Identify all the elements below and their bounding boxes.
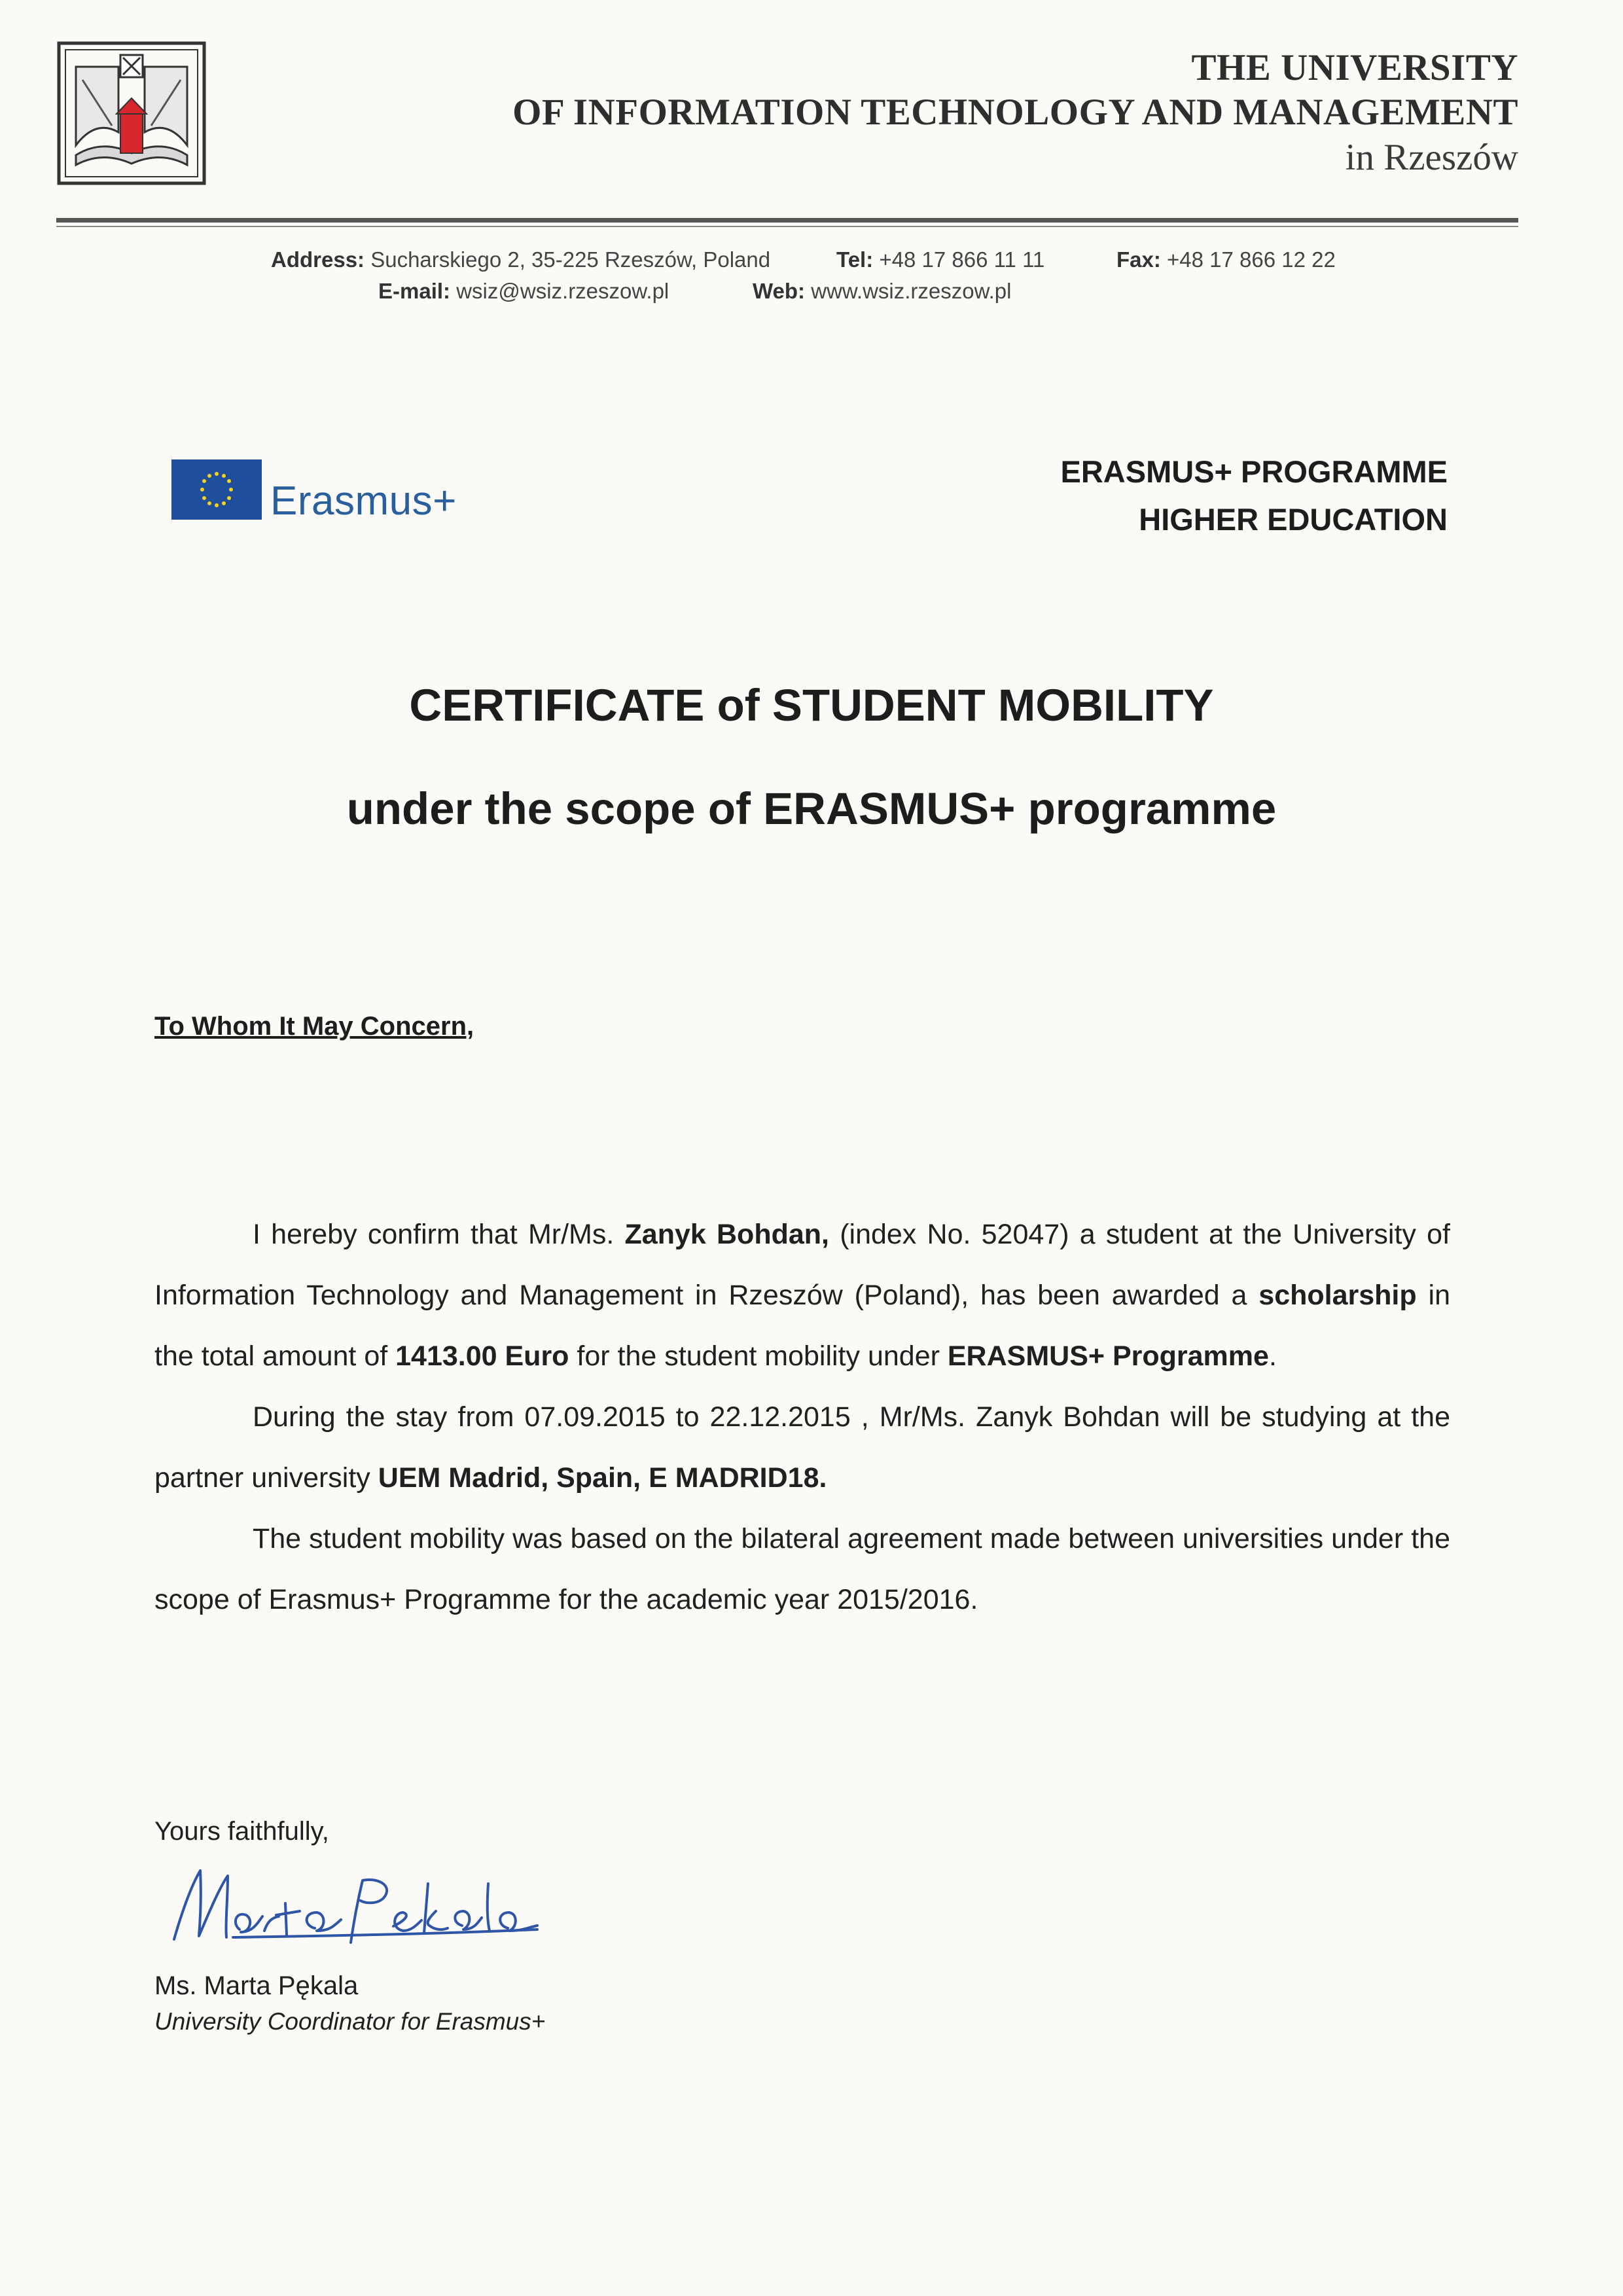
p1-text-e: .	[1268, 1340, 1277, 1372]
university-name	[512, 46, 1518, 181]
programme-line2: HIGHER EDUCATION	[1139, 502, 1448, 537]
body-paragraph-1	[154, 1204, 1450, 1387]
header-divider	[56, 218, 1518, 223]
fax-value: +48 17 866 12 22	[1167, 247, 1336, 272]
body-paragraph-3: The student mobility was based on the bilateral agreement made between universities under the scope of Erasmus+ Programme for the academic year 2015/2016.	[154, 1523, 1450, 1615]
tel-value: +48 17 866 11 11	[879, 247, 1045, 272]
p1-text-b: (index No. 52047) a student at the University of Information Technology and Management in Rzeszów (Poland), has been awarded a	[154, 1219, 1451, 1311]
certificate-subtitle: under the scope of ERASMUS+ programme	[346, 783, 1277, 834]
web-value: www.wsiz.rzeszow.pl	[811, 279, 1012, 303]
address-line	[271, 247, 770, 272]
salutation: To Whom It May Concern,	[154, 1012, 474, 1041]
email-label: E-mail:	[378, 279, 451, 303]
body-paragraph-2	[154, 1387, 1450, 1509]
certificate-body	[154, 1204, 1450, 1630]
address-label: Address:	[271, 247, 365, 272]
scholarship-amount: 1413.00 Euro	[395, 1340, 569, 1372]
p1-text-a: I hereby confirm that Mr/Ms.	[253, 1219, 625, 1250]
university-city: in Rzeszów	[1345, 137, 1518, 178]
university-name-line2: OF INFORMATION TECHNOLOGY AND MANAGEMENT	[512, 92, 1518, 133]
eu-flag-icon	[171, 459, 262, 520]
signer-role: University Coordinator for Erasmus+	[154, 2008, 546, 2035]
header-divider-thin	[56, 226, 1518, 227]
programme-line1: ERASMUS+ PROGRAMME	[1060, 454, 1448, 489]
programme-name: ERASMUS+ Programme	[947, 1340, 1269, 1372]
fax-label: Fax:	[1116, 247, 1161, 272]
p1-text-d: for the student mobility under	[569, 1340, 948, 1372]
fax-line	[1116, 247, 1336, 272]
email-line	[378, 279, 669, 304]
certificate-title: CERTIFICATE of STUDENT MOBILITY	[409, 680, 1214, 730]
p2-text-a: During the stay from 07.09.2015 to 22.12.2015 , Mr/Ms. Zanyk Bohdan will be studying at the partner university	[154, 1401, 1450, 1494]
university-logo	[56, 41, 207, 186]
p1-text-c: in the total amount of	[154, 1280, 1450, 1372]
signer-name: Ms. Marta Pękala	[154, 1971, 359, 2000]
closing: Yours faithfully,	[154, 1817, 329, 1846]
handwritten-signature	[154, 1857, 541, 1956]
university-name-line1: THE UNIVERSITY	[1191, 47, 1518, 88]
web-line	[753, 279, 1011, 304]
erasmus-logo-text: Erasmus+	[270, 478, 457, 524]
student-name: Zanyk Bohdan,	[624, 1219, 829, 1250]
programme-heading	[1061, 448, 1448, 543]
partner-university: UEM Madrid, Spain, E MADRID18.	[378, 1462, 827, 1494]
email-value: wsiz@wsiz.rzeszow.pl	[456, 279, 669, 303]
tel-line	[836, 247, 1044, 272]
address-value: Sucharskiego 2, 35-225 Rzeszów, Poland	[370, 247, 771, 272]
scholarship-word: scholarship	[1258, 1280, 1417, 1311]
web-label: Web:	[753, 279, 806, 303]
tel-label: Tel:	[836, 247, 874, 272]
